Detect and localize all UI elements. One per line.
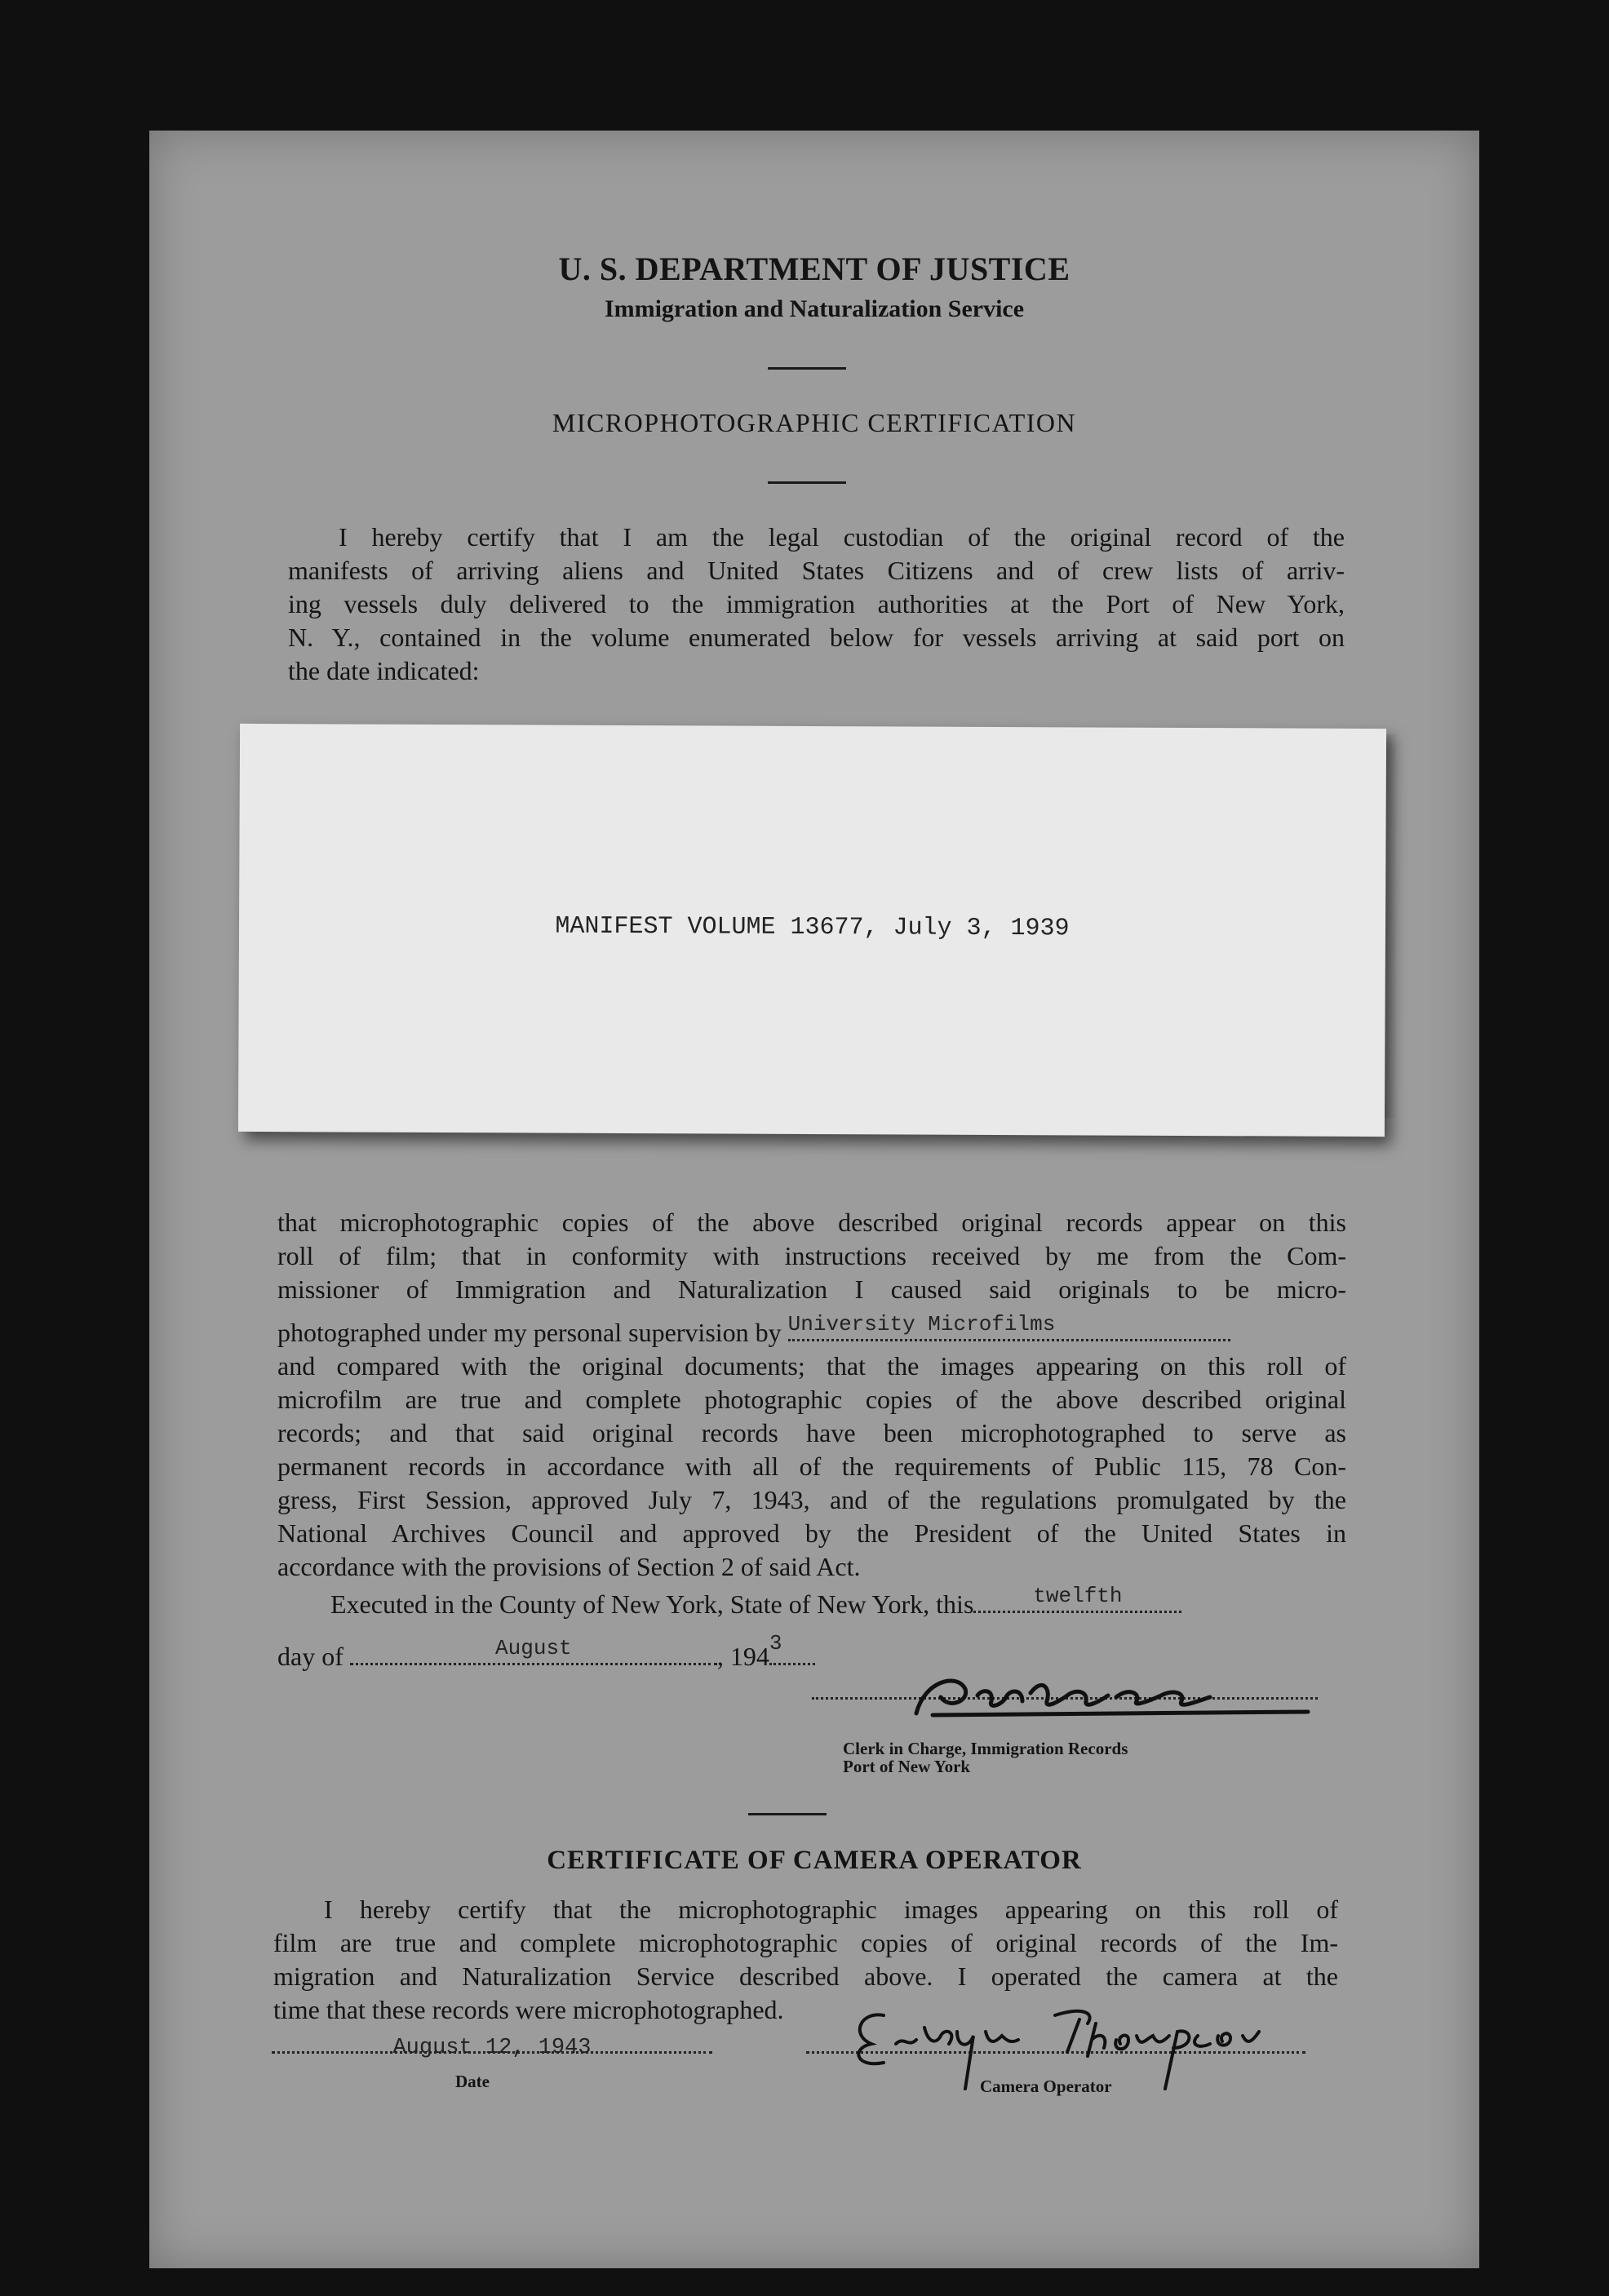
body-line: gress, First Session, approved July 7, 1943, and of the regulations promulgated by the xyxy=(277,1485,1346,1514)
intro-line: N. Y., contained in the volume enumerated below for vessels arriving at said port on xyxy=(288,623,1345,652)
divider-rule xyxy=(768,367,846,370)
body-line: microfilm are true and complete photographic copies of the above described original xyxy=(277,1385,1346,1414)
clerk-title-line2: Port of New York xyxy=(843,1757,971,1776)
body-line: permanent records in accordance with all of the requirements of Public 115, 78 Con- xyxy=(277,1452,1346,1481)
supervision-value: University Microfilms xyxy=(787,1312,1056,1336)
divider-rule xyxy=(748,1813,827,1815)
camera-operator-label: Camera Operator xyxy=(980,2077,1112,2096)
intro-line: ing vessels duly delivered to the immigration authorities at the Port of New York, xyxy=(288,589,1345,618)
certificate-paper xyxy=(149,131,1479,2268)
camera-line: time that these records were microphotographed. xyxy=(273,1995,784,2024)
intro-line: the date indicated: xyxy=(288,656,480,685)
camera-certificate-title: CERTIFICATE OF CAMERA OPERATOR xyxy=(547,1846,1082,1875)
divider-rule xyxy=(768,481,846,484)
body-line: records; and that said original records have been microphotographed to serve as xyxy=(277,1418,1346,1447)
intro-paragraph xyxy=(288,521,1345,688)
supervision-line xyxy=(277,1314,1346,1350)
service-subheading: Immigration and Naturalization Service xyxy=(604,295,1025,322)
day-of-label: day of xyxy=(277,1642,344,1671)
month-field xyxy=(350,1638,717,1665)
clerk-signature xyxy=(900,1664,1324,1738)
body-line: and compared with the original documents; that the images appearing on this roll of xyxy=(277,1351,1346,1381)
executed-prefix: Executed in the County of New York, State of New York, this xyxy=(330,1589,974,1619)
body-line: missioner of Immigration and Naturalization I caused said originals to be micro- xyxy=(277,1274,1346,1304)
year-digit: 3 xyxy=(769,1631,782,1656)
department-heading: U. S. DEPARTMENT OF JUSTICE xyxy=(558,250,1070,287)
body-line: accordance with the provisions of Section 2 of said Act. xyxy=(277,1552,861,1581)
supervision-prefix: photographed under my personal supervision by xyxy=(277,1318,782,1347)
body-paragraph xyxy=(277,1206,1346,1584)
intro-line: manifests of arriving aliens and United States Citizens and of crew lists of arriv- xyxy=(288,556,1345,585)
clerk-title-line1: Clerk in Charge, Immigration Records xyxy=(843,1739,1128,1758)
year-prefix: , 194 xyxy=(716,1642,769,1671)
camera-date-value: August 12, 1943 xyxy=(392,2036,592,2060)
executed-day-field xyxy=(973,1586,1181,1613)
body-line: that microphotographic copies of the above described original records appear on this xyxy=(277,1208,1346,1237)
month-value: August xyxy=(495,1636,572,1660)
body-line: roll of film; that in conformity with instructions received by me from the Com- xyxy=(277,1241,1346,1270)
certification-title: MICROPHOTOGRAPHIC CERTIFICATION xyxy=(552,408,1077,437)
manifest-slip xyxy=(238,724,1386,1137)
year-field xyxy=(769,1631,815,1665)
intro-line: I hereby certify that I am the legal custodian of the original record of the xyxy=(339,522,1345,552)
executed-line xyxy=(330,1586,1350,1621)
date-label: Date xyxy=(455,2072,490,2091)
body-line: National Archives Council and approved by the President of the United States in xyxy=(277,1518,1346,1548)
manifest-volume-text: MANIFEST VOLUME 13677, July 3, 1939 xyxy=(555,912,1070,943)
camera-line: film are true and complete microphotographic copies of original records of the Im- xyxy=(273,1928,1338,1957)
supervision-field xyxy=(788,1314,1230,1341)
camera-line: I hereby certify that the microphotographic images appearing on this roll of xyxy=(324,1895,1338,1924)
executed-day-value: twelfth xyxy=(1033,1584,1123,1608)
camera-line: migration and Naturalization Service described above. I operated the camera at the xyxy=(273,1961,1338,1991)
